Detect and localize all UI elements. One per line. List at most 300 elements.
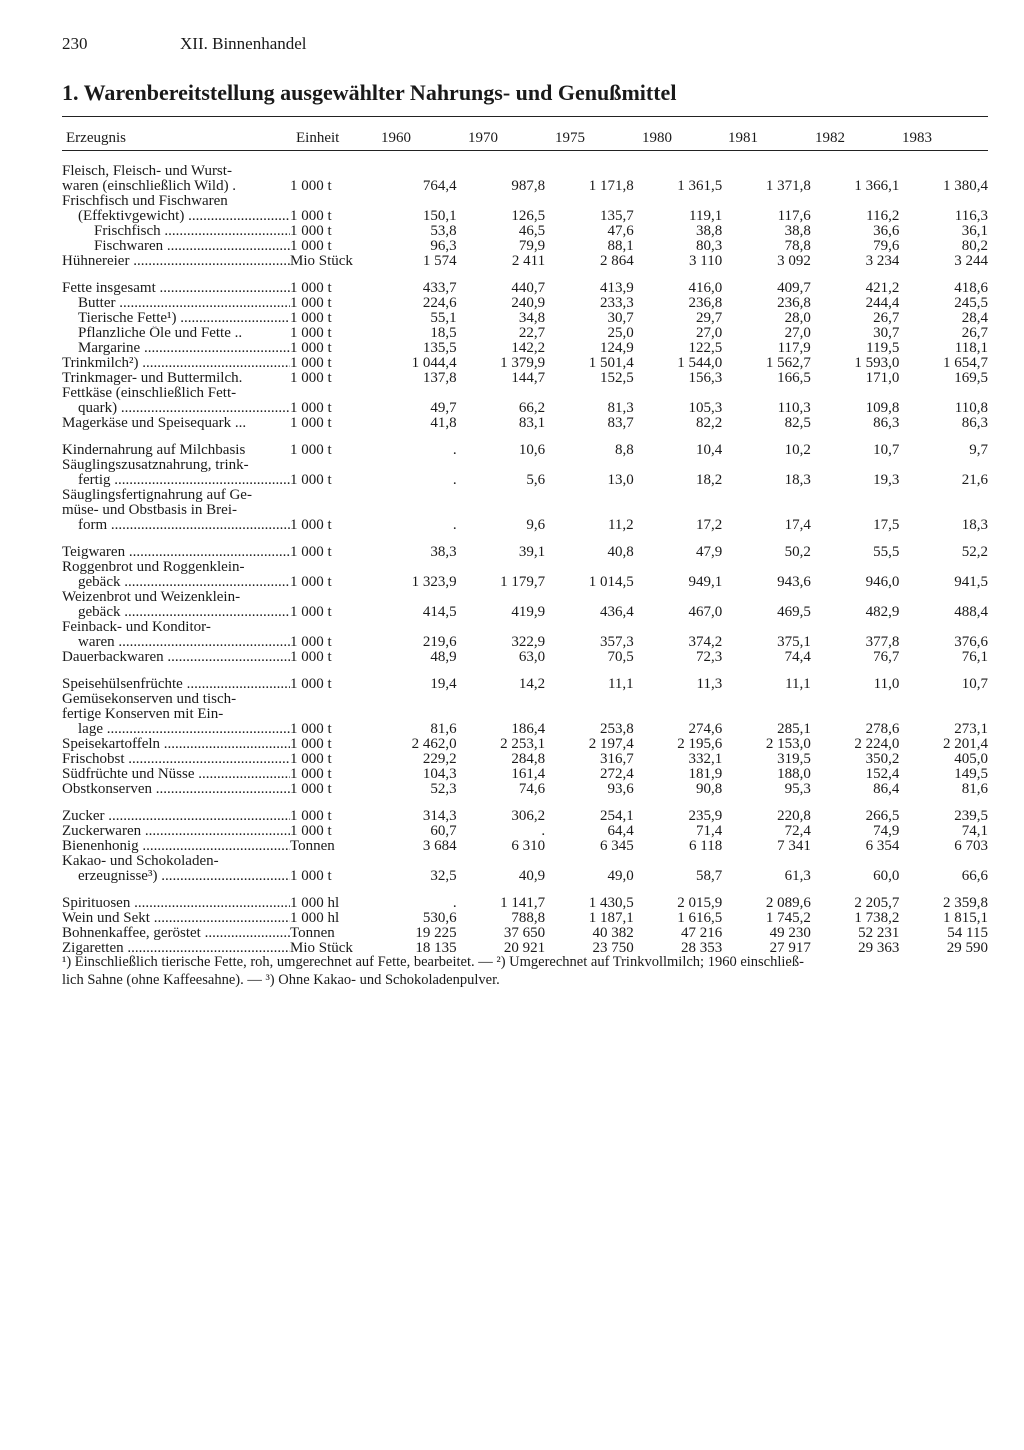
value-1981: 166,5 bbox=[777, 371, 811, 386]
value-1980: 1 361,5 bbox=[677, 178, 723, 194]
table-row bbox=[62, 809, 988, 824]
column-header-product: Erzeugnis bbox=[66, 130, 126, 146]
value-1970: 34,8 bbox=[518, 311, 546, 326]
product-label: Obstkonserven ..... bbox=[62, 782, 290, 797]
value-1960: 81,6 bbox=[430, 721, 457, 737]
product-cell bbox=[62, 545, 290, 560]
value-1975: 23 750 bbox=[592, 941, 634, 956]
unit-cell: 1 000 t bbox=[290, 326, 332, 341]
value-1975: 70,5 bbox=[607, 650, 634, 665]
value-1983: 418,6 bbox=[954, 281, 988, 296]
table-row bbox=[62, 767, 988, 782]
table-row bbox=[62, 386, 988, 416]
value-1975: 11,2 bbox=[607, 517, 634, 533]
table-row bbox=[62, 341, 988, 356]
value-1982: 19,3 bbox=[873, 472, 900, 488]
product-label: Trinkmager- und Buttermilch. bbox=[62, 371, 243, 386]
value-1981: 18,3 bbox=[784, 472, 811, 488]
column-header-1970: 1970 bbox=[468, 130, 498, 146]
value-1982: 1 593,0 bbox=[854, 356, 900, 371]
value-1983: 86,3 bbox=[961, 416, 988, 431]
product-label: Margarine ..... bbox=[62, 341, 290, 356]
product-label: fertige Konserven mit Ein- bbox=[62, 707, 224, 722]
value-1982: 30,7 bbox=[873, 326, 900, 341]
product-label: waren ..... bbox=[62, 635, 290, 650]
value-1960: 219,6 bbox=[422, 634, 457, 650]
value-1982: 421,2 bbox=[865, 281, 900, 296]
value-1960: 224,6 bbox=[422, 296, 457, 311]
value-1960: 104,3 bbox=[422, 767, 457, 782]
product-cell bbox=[62, 488, 290, 533]
unit-cell: 1 000 t bbox=[290, 809, 332, 824]
value-1982: 278,6 bbox=[865, 721, 900, 737]
value-1980: 11,3 bbox=[696, 677, 723, 692]
value-1980: 72,3 bbox=[696, 650, 723, 665]
table-row bbox=[62, 545, 988, 560]
value-1975: 1 430,5 bbox=[588, 896, 634, 911]
value-1975: 316,7 bbox=[599, 752, 634, 767]
value-1970: 37 650 bbox=[503, 926, 546, 941]
value-1983: 245,5 bbox=[954, 296, 988, 311]
value-1970: 186,4 bbox=[511, 721, 546, 737]
unit-cell: 1 000 t bbox=[290, 296, 332, 311]
value-1960: 135,5 bbox=[422, 341, 457, 356]
value-1975: 1 171,8 bbox=[588, 178, 634, 194]
value-1975: 11,1 bbox=[607, 677, 634, 692]
value-1975: 1 014,5 bbox=[588, 574, 634, 590]
value-1981: 943,6 bbox=[777, 574, 811, 590]
value-1982: 946,0 bbox=[865, 574, 900, 590]
value-1975: 1 501,4 bbox=[588, 356, 634, 371]
product-label: Bienenhonig ..... bbox=[62, 839, 290, 854]
value-1983: 110,8 bbox=[954, 400, 988, 416]
value-1982: 119,5 bbox=[866, 341, 900, 356]
table-row bbox=[62, 692, 988, 737]
value-1982: 60,0 bbox=[873, 868, 900, 884]
value-1960: 414,5 bbox=[422, 604, 457, 620]
value-1970: 1 379,9 bbox=[500, 356, 546, 371]
value-1981: 1 745,2 bbox=[765, 911, 811, 926]
value-1980: 416,0 bbox=[688, 281, 723, 296]
value-1980: 47 216 bbox=[681, 926, 723, 941]
value-1981: 17,4 bbox=[784, 517, 811, 533]
value-1981: 1 371,8 bbox=[765, 178, 811, 194]
value-1970: 2 411 bbox=[511, 254, 546, 269]
value-1982: 482,9 bbox=[865, 604, 900, 620]
product-label: Frischfisch ..... bbox=[62, 224, 290, 239]
value-1970: 9,6 bbox=[526, 517, 546, 533]
value-1960: 764,4 bbox=[422, 178, 457, 194]
value-1982: 11,0 bbox=[873, 677, 900, 692]
value-1975: 1 187,1 bbox=[588, 911, 634, 926]
value-1983: 405,0 bbox=[954, 752, 988, 767]
value-1983: 941,5 bbox=[954, 574, 988, 590]
unit-cell: 1 000 hl bbox=[290, 911, 340, 926]
product-label: Südfrüchte und Nüsse ..... bbox=[62, 767, 290, 782]
value-1975: 152,5 bbox=[599, 371, 634, 386]
value-1980: 119,1 bbox=[689, 208, 723, 224]
group-spacer bbox=[62, 884, 988, 896]
value-1970: 63,0 bbox=[518, 650, 546, 665]
value-1960: 48,9 bbox=[430, 650, 457, 665]
value-1983: 1 654,7 bbox=[943, 356, 988, 371]
value-1982: 29 363 bbox=[858, 941, 900, 956]
value-1970: 22,7 bbox=[518, 326, 546, 341]
value-1960: 53,8 bbox=[430, 224, 457, 239]
value-1975: 81,3 bbox=[607, 400, 634, 416]
unit-cell: 1 000 t bbox=[290, 281, 332, 296]
table-row bbox=[62, 737, 988, 752]
product-label: Fleisch, Fleisch- und Wurst- bbox=[62, 164, 232, 179]
product-label: gebäck ..... bbox=[62, 575, 290, 590]
value-1983: 66,6 bbox=[961, 868, 988, 884]
table-row bbox=[62, 371, 988, 386]
product-label: Frischobst ..... bbox=[62, 752, 290, 767]
value-1975: 49,0 bbox=[607, 868, 634, 884]
unit-cell: 1 000 t bbox=[290, 517, 332, 533]
product-label: fertig ..... bbox=[62, 473, 290, 488]
value-1970: 83,1 bbox=[518, 416, 546, 431]
value-1982: 377,8 bbox=[865, 634, 900, 650]
value-1983: 80,2 bbox=[961, 239, 988, 254]
product-cell bbox=[62, 296, 290, 311]
product-label: Fette insgesamt ..... bbox=[62, 281, 290, 296]
value-1980: 274,6 bbox=[688, 721, 723, 737]
value-1960: 32,5 bbox=[430, 868, 457, 884]
product-label: Tierische Fette¹) ..... bbox=[62, 311, 290, 326]
table-row bbox=[62, 458, 988, 488]
product-cell bbox=[62, 752, 290, 767]
value-1981: 78,8 bbox=[784, 239, 811, 254]
value-1960: 530,6 bbox=[422, 911, 457, 926]
product-label: Säuglingsfertignahrung auf Ge- bbox=[62, 488, 252, 503]
value-1960: . bbox=[452, 443, 457, 458]
value-1975: 47,6 bbox=[607, 224, 634, 239]
value-1975: 413,9 bbox=[599, 281, 634, 296]
table-row bbox=[62, 254, 988, 269]
unit-cell: 1 000 t bbox=[290, 416, 332, 431]
product-cell bbox=[62, 341, 290, 356]
table-row bbox=[62, 590, 988, 620]
value-1983: 1 380,4 bbox=[943, 178, 988, 194]
value-1980: 105,3 bbox=[688, 400, 723, 416]
unit-cell: 1 000 t bbox=[290, 604, 332, 620]
value-1980: 90,8 bbox=[696, 782, 723, 797]
product-cell bbox=[62, 254, 290, 269]
unit-cell: 1 000 t bbox=[290, 311, 332, 326]
value-1980: 80,3 bbox=[696, 239, 723, 254]
unit-cell: 1 000 t bbox=[290, 443, 332, 458]
value-1960: 96,3 bbox=[430, 239, 457, 254]
value-1981: 7 341 bbox=[777, 839, 811, 854]
value-1980: 71,4 bbox=[696, 824, 723, 839]
column-header-unit: Einheit bbox=[296, 130, 340, 146]
unit-cell: 1 000 t bbox=[290, 224, 332, 239]
value-1975: 253,8 bbox=[599, 721, 634, 737]
value-1983: 29 590 bbox=[946, 941, 988, 956]
value-1970: 306,2 bbox=[511, 809, 546, 824]
value-1980: 27,0 bbox=[696, 326, 723, 341]
table-row bbox=[62, 239, 988, 254]
table-row bbox=[62, 281, 988, 296]
value-1983: 9,7 bbox=[969, 443, 988, 458]
value-1980: 1 616,5 bbox=[677, 911, 723, 926]
column-header-1980: 1980 bbox=[642, 130, 672, 146]
value-1970: 39,1 bbox=[518, 545, 546, 560]
value-1981: 11,1 bbox=[785, 677, 811, 692]
product-cell bbox=[62, 590, 290, 620]
product-label: erzeugnisse³) ..... bbox=[62, 869, 290, 884]
product-label: lage ..... bbox=[62, 722, 290, 737]
value-1960: 19,4 bbox=[430, 677, 457, 692]
value-1983: 169,5 bbox=[954, 371, 988, 386]
column-header-1975: 1975 bbox=[555, 130, 585, 146]
value-1981: 72,4 bbox=[784, 824, 811, 839]
value-1982: 55,5 bbox=[873, 545, 900, 560]
table-row bbox=[62, 782, 988, 797]
table-row bbox=[62, 896, 988, 911]
value-1970: 79,9 bbox=[518, 239, 546, 254]
product-cell bbox=[62, 854, 290, 884]
value-1980: 29,7 bbox=[696, 311, 723, 326]
value-1983: 74,1 bbox=[961, 824, 988, 839]
product-label: Bohnenkaffee, geröstet ..... bbox=[62, 926, 290, 941]
product-label: Zuckerwaren ..... bbox=[62, 824, 290, 839]
unit-cell: Mio Stück bbox=[290, 941, 353, 956]
value-1975: 13,0 bbox=[607, 472, 634, 488]
value-1982: 36,6 bbox=[873, 224, 900, 239]
product-label: Zigaretten ..... bbox=[62, 941, 290, 956]
product-label: Feinback- und Konditor- bbox=[62, 620, 211, 635]
value-1981: 3 092 bbox=[777, 254, 811, 269]
product-label: waren (einschließlich Wild) . bbox=[62, 179, 237, 194]
table-row bbox=[62, 650, 988, 665]
value-1983: 6 703 bbox=[954, 839, 988, 854]
value-1982: 1 738,2 bbox=[854, 911, 900, 926]
product-cell bbox=[62, 164, 290, 194]
data-table bbox=[62, 164, 988, 956]
value-1981: 117,9 bbox=[777, 341, 811, 356]
value-1983: 26,7 bbox=[961, 326, 988, 341]
value-1970: 46,5 bbox=[518, 224, 546, 239]
value-1980: 3 110 bbox=[689, 254, 723, 269]
page-number: 230 bbox=[62, 34, 88, 53]
value-1975: 124,9 bbox=[599, 341, 634, 356]
value-1981: 74,4 bbox=[784, 650, 811, 665]
product-label: Wein und Sekt ..... bbox=[62, 911, 290, 926]
table-row bbox=[62, 194, 988, 224]
value-1960: 38,3 bbox=[430, 545, 457, 560]
value-1980: 122,5 bbox=[688, 341, 723, 356]
product-cell bbox=[62, 194, 290, 224]
product-cell bbox=[62, 416, 290, 431]
value-1980: 38,8 bbox=[696, 224, 723, 239]
value-1982: 1 366,1 bbox=[854, 178, 900, 194]
value-1981: 409,7 bbox=[777, 281, 811, 296]
value-1983: 10,7 bbox=[961, 677, 988, 692]
value-1970: 126,5 bbox=[511, 208, 546, 224]
value-1975: 272,4 bbox=[599, 767, 634, 782]
value-1980: 82,2 bbox=[696, 416, 723, 431]
value-1960: 3 684 bbox=[422, 839, 457, 854]
product-label: Fettkäse (einschließlich Fett- bbox=[62, 386, 237, 401]
product-label: Dauerbackwaren ..... bbox=[62, 650, 290, 665]
value-1981: 61,3 bbox=[784, 868, 811, 884]
table-row bbox=[62, 911, 988, 926]
value-1980: 374,2 bbox=[688, 634, 723, 650]
value-1982: 171,0 bbox=[865, 371, 900, 386]
value-1960: 52,3 bbox=[430, 782, 457, 797]
table-row bbox=[62, 164, 988, 194]
value-1970: 240,9 bbox=[511, 296, 546, 311]
value-1981: 188,0 bbox=[777, 767, 811, 782]
value-1982: 86,4 bbox=[873, 782, 900, 797]
value-1981: 95,3 bbox=[784, 782, 811, 797]
value-1983: 116,3 bbox=[954, 208, 988, 224]
value-1981: 82,5 bbox=[784, 416, 811, 431]
value-1970: 987,8 bbox=[511, 178, 546, 194]
value-1970: 6 310 bbox=[511, 839, 546, 854]
product-cell bbox=[62, 371, 290, 386]
value-1960: 19 225 bbox=[415, 926, 457, 941]
value-1960: 1 574 bbox=[422, 254, 457, 269]
value-1970: 788,8 bbox=[511, 911, 546, 926]
value-1983: 81,6 bbox=[961, 782, 988, 797]
value-1983: 52,2 bbox=[961, 545, 988, 560]
value-1981: 220,8 bbox=[777, 809, 811, 824]
group-spacer bbox=[62, 797, 988, 809]
product-cell bbox=[62, 809, 290, 824]
value-1982: 86,3 bbox=[873, 416, 900, 431]
unit-cell: 1 000 t bbox=[290, 472, 332, 488]
value-1960: 60,7 bbox=[430, 824, 457, 839]
product-cell bbox=[62, 224, 290, 239]
value-1983: 239,5 bbox=[954, 809, 988, 824]
product-cell bbox=[62, 386, 290, 416]
table-body bbox=[62, 164, 988, 956]
value-1980: 156,3 bbox=[688, 371, 723, 386]
value-1981: 2 153,0 bbox=[765, 737, 811, 752]
value-1982: 74,9 bbox=[873, 824, 900, 839]
table-row bbox=[62, 443, 988, 458]
column-header-1982: 1982 bbox=[815, 130, 845, 146]
unit-cell: Tonnen bbox=[290, 839, 335, 854]
value-1980: 181,9 bbox=[688, 767, 723, 782]
value-1981: 285,1 bbox=[777, 721, 811, 737]
product-label: Spirituosen ..... bbox=[62, 896, 290, 911]
unit-cell: Tonnen bbox=[290, 926, 335, 941]
column-header-1983: 1983 bbox=[902, 130, 932, 146]
value-1970: 20 921 bbox=[503, 941, 546, 956]
value-1983: 376,6 bbox=[954, 634, 988, 650]
value-1970: 5,6 bbox=[526, 472, 546, 488]
product-cell bbox=[62, 737, 290, 752]
product-label: Kindernahrung auf Milchbasis bbox=[62, 443, 246, 458]
value-1960: 18 135 bbox=[415, 941, 457, 956]
unit-cell: 1 000 t bbox=[290, 574, 332, 590]
unit-cell: 1 000 t bbox=[290, 650, 332, 665]
unit-cell: 1 000 t bbox=[290, 634, 332, 650]
chapter-title: XII. Binnenhandel bbox=[180, 34, 307, 53]
unit-cell: 1 000 t bbox=[290, 208, 332, 224]
value-1981: 2 089,6 bbox=[765, 896, 811, 911]
value-1975: 88,1 bbox=[607, 239, 634, 254]
product-label: (Effektivgewicht) ..... bbox=[62, 209, 290, 224]
value-1975: 233,3 bbox=[599, 296, 634, 311]
value-1980: 235,9 bbox=[688, 809, 723, 824]
value-1980: 10,4 bbox=[696, 443, 723, 458]
product-cell bbox=[62, 926, 290, 941]
value-1960: 1 323,9 bbox=[411, 574, 457, 590]
table-title: 1. Warenbereitstellung ausgewählter Nahrungs- und Genußmittel bbox=[62, 80, 677, 105]
value-1975: 64,4 bbox=[607, 824, 634, 839]
value-1960: 2 462,0 bbox=[411, 737, 457, 752]
value-1970: 440,7 bbox=[511, 281, 546, 296]
value-1983: 273,1 bbox=[954, 721, 988, 737]
unit-cell: 1 000 t bbox=[290, 752, 332, 767]
product-cell bbox=[62, 620, 290, 650]
value-1970: 1 179,7 bbox=[500, 574, 546, 590]
value-1960: 55,1 bbox=[430, 311, 457, 326]
product-label: Hühnereier ..... bbox=[62, 254, 290, 269]
group-spacer bbox=[62, 431, 988, 443]
footnote-line: lich Sahne (ohne Kaffeesahne). — ³) Ohne Kakao- und Schokoladenpulver. bbox=[62, 972, 500, 988]
value-1983: 488,4 bbox=[954, 604, 988, 620]
unit-cell: 1 000 t bbox=[290, 721, 332, 737]
value-1981: 28,0 bbox=[784, 311, 811, 326]
value-1982: 152,4 bbox=[865, 767, 900, 782]
product-label: müse- und Obstbasis in Brei- bbox=[62, 503, 237, 518]
value-1982: 17,5 bbox=[873, 517, 900, 533]
value-1982: 10,7 bbox=[873, 443, 900, 458]
value-1980: 467,0 bbox=[688, 604, 723, 620]
table-row bbox=[62, 326, 988, 341]
value-1960: . bbox=[452, 517, 457, 533]
product-label: Kakao- und Schokoladen- bbox=[62, 854, 219, 869]
value-1983: 1 815,1 bbox=[943, 911, 988, 926]
value-1975: 83,7 bbox=[607, 416, 634, 431]
product-cell bbox=[62, 356, 290, 371]
product-cell bbox=[62, 824, 290, 839]
product-label: Fischwaren ..... bbox=[62, 239, 290, 254]
product-label: Frischfisch und Fischwaren bbox=[62, 194, 228, 209]
table-row bbox=[62, 416, 988, 431]
product-label: Teigwaren ..... bbox=[62, 545, 290, 560]
value-1983: 36,1 bbox=[961, 224, 988, 239]
value-1980: 28 353 bbox=[681, 941, 723, 956]
product-cell bbox=[62, 911, 290, 926]
value-1960: 18,5 bbox=[430, 326, 457, 341]
value-1970: 66,2 bbox=[518, 400, 546, 416]
value-1983: 3 244 bbox=[954, 254, 988, 269]
table-row bbox=[62, 224, 988, 239]
value-1982: 76,7 bbox=[873, 650, 900, 665]
table-row bbox=[62, 488, 988, 533]
value-1960: 314,3 bbox=[422, 809, 457, 824]
value-1960: 433,7 bbox=[422, 281, 457, 296]
value-1975: 6 345 bbox=[599, 839, 634, 854]
value-1975: 40,8 bbox=[607, 545, 634, 560]
value-1960: 49,7 bbox=[430, 400, 457, 416]
value-1980: 949,1 bbox=[688, 574, 723, 590]
value-1970: 284,8 bbox=[511, 752, 546, 767]
product-cell bbox=[62, 782, 290, 797]
table-row bbox=[62, 677, 988, 692]
value-1970: 322,9 bbox=[511, 634, 546, 650]
product-label: gebäck ..... bbox=[62, 605, 290, 620]
unit-cell: 1 000 t bbox=[290, 400, 332, 416]
value-1983: 21,6 bbox=[961, 472, 988, 488]
